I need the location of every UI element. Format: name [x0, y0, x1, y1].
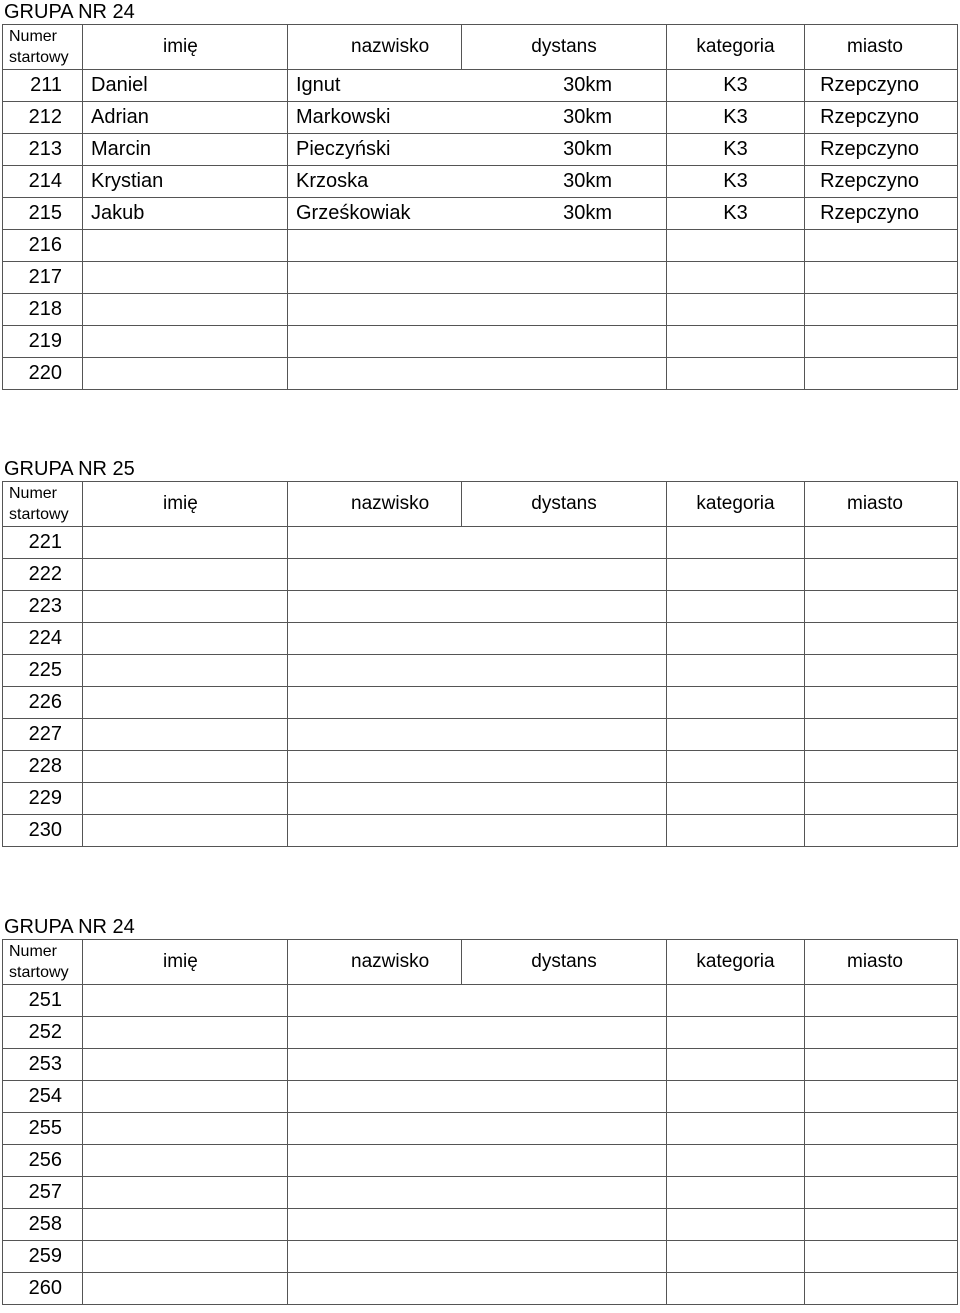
table-row: [3, 1081, 958, 1113]
start-number-cell: 255: [3, 1113, 83, 1145]
city-cell: [805, 1241, 958, 1273]
last-name-cell: Ignut: [288, 70, 462, 102]
city-cell: [805, 559, 958, 591]
table-row: [3, 102, 958, 134]
header-city: miasto: [805, 940, 958, 985]
distance-cell: [462, 1145, 667, 1177]
distance-cell: [462, 815, 667, 847]
city-cell: [805, 751, 958, 783]
category-cell: [667, 985, 805, 1017]
table-row: [3, 326, 958, 358]
table-row: [3, 591, 958, 623]
table-header-row: [3, 940, 958, 985]
table-row: [3, 1145, 958, 1177]
category-cell: [667, 1145, 805, 1177]
first-name-cell: [83, 591, 288, 623]
city-cell: [805, 358, 958, 390]
distance-cell: [462, 655, 667, 687]
category-cell: [667, 262, 805, 294]
start-number-cell: 256: [3, 1145, 83, 1177]
first-name-cell: [83, 751, 288, 783]
category-cell: [667, 1177, 805, 1209]
category-cell: [667, 655, 805, 687]
first-name-cell: [83, 719, 288, 751]
category-cell: [667, 527, 805, 559]
category-cell: K3: [667, 70, 805, 102]
first-name-cell: [83, 1049, 288, 1081]
city-cell: [805, 591, 958, 623]
start-number-cell: 215: [3, 198, 83, 230]
table-row: [3, 783, 958, 815]
distance-cell: [462, 623, 667, 655]
header-distance: dystans: [462, 482, 667, 527]
distance-cell: [462, 1241, 667, 1273]
category-cell: [667, 719, 805, 751]
participants-table: [2, 939, 958, 1305]
header-numer: Numer: [9, 943, 58, 960]
last-name-cell: Krzoska: [288, 166, 462, 198]
table-row: [3, 1273, 958, 1305]
table-row: [3, 751, 958, 783]
header-first-name: imię: [83, 482, 288, 527]
distance-cell: [462, 294, 667, 326]
start-number-cell: 221: [3, 527, 83, 559]
last-name-cell: [288, 751, 462, 783]
start-number-cell: 251: [3, 985, 83, 1017]
category-cell: [667, 687, 805, 719]
participants-table: [2, 481, 958, 847]
city-cell: [805, 1017, 958, 1049]
city-cell: [805, 655, 958, 687]
city-cell: [805, 985, 958, 1017]
first-name-cell: Jakub: [83, 198, 288, 230]
distance-cell: [462, 719, 667, 751]
city-cell: [805, 1273, 958, 1305]
category-cell: [667, 326, 805, 358]
table-row: [3, 1241, 958, 1273]
last-name-cell: Grześkowiak: [288, 198, 462, 230]
last-name-cell: [288, 294, 462, 326]
last-name-cell: [288, 623, 462, 655]
last-name-cell: [288, 1209, 462, 1241]
start-number-cell: 214: [3, 166, 83, 198]
first-name-cell: [83, 1081, 288, 1113]
table-row: [3, 719, 958, 751]
first-name-cell: [83, 230, 288, 262]
start-number-cell: 258: [3, 1209, 83, 1241]
group-title: GRUPA NR 24: [4, 916, 135, 938]
start-number-cell: 220: [3, 358, 83, 390]
distance-cell: [462, 1273, 667, 1305]
first-name-cell: [83, 262, 288, 294]
start-number-cell: 252: [3, 1017, 83, 1049]
table-row: [3, 623, 958, 655]
table-row: [3, 134, 958, 166]
first-name-cell: [83, 1241, 288, 1273]
start-number-cell: 217: [3, 262, 83, 294]
first-name-cell: [83, 783, 288, 815]
start-number-cell: 212: [3, 102, 83, 134]
last-name-cell: [288, 815, 462, 847]
last-name-cell: [288, 1241, 462, 1273]
last-name-cell: Pieczyński: [288, 134, 462, 166]
last-name-cell: [288, 1081, 462, 1113]
category-cell: [667, 358, 805, 390]
category-cell: [667, 1209, 805, 1241]
table-row: [3, 687, 958, 719]
header-distance: dystans: [462, 25, 667, 70]
distance-cell: [462, 985, 667, 1017]
table-row: [3, 230, 958, 262]
distance-cell: 30km: [462, 102, 667, 134]
start-number-cell: 227: [3, 719, 83, 751]
header-start-number: [3, 25, 83, 70]
first-name-cell: [83, 358, 288, 390]
city-cell: [805, 326, 958, 358]
group-title: GRUPA NR 24: [4, 1, 135, 23]
city-cell: [805, 527, 958, 559]
header-category: kategoria: [667, 482, 805, 527]
table-row: [3, 527, 958, 559]
first-name-cell: [83, 623, 288, 655]
city-cell: Rzepczyno: [805, 198, 958, 230]
first-name-cell: [83, 687, 288, 719]
table-row: [3, 294, 958, 326]
start-number-cell: 219: [3, 326, 83, 358]
last-name-cell: [288, 559, 462, 591]
last-name-cell: Markowski: [288, 102, 462, 134]
first-name-cell: [83, 985, 288, 1017]
last-name-cell: [288, 783, 462, 815]
category-cell: K3: [667, 134, 805, 166]
header-category: kategoria: [667, 940, 805, 985]
header-numer: Numer: [9, 485, 58, 502]
distance-cell: [462, 687, 667, 719]
table-header-row: [3, 25, 958, 70]
header-first-name: imię: [83, 25, 288, 70]
header-category: kategoria: [667, 25, 805, 70]
start-number-cell: 213: [3, 134, 83, 166]
city-cell: [805, 783, 958, 815]
category-cell: K3: [667, 102, 805, 134]
distance-cell: [462, 527, 667, 559]
distance-cell: [462, 591, 667, 623]
header-startowy: startowy: [9, 506, 69, 523]
category-cell: [667, 1081, 805, 1113]
distance-cell: [462, 1049, 667, 1081]
category-cell: [667, 1273, 805, 1305]
distance-cell: [462, 1177, 667, 1209]
header-last-name: nazwisko: [288, 482, 462, 527]
city-cell: Rzepczyno: [805, 134, 958, 166]
header-city: miasto: [805, 482, 958, 527]
last-name-cell: [288, 1049, 462, 1081]
first-name-cell: Krystian: [83, 166, 288, 198]
distance-cell: 30km: [462, 198, 667, 230]
category-cell: [667, 751, 805, 783]
distance-cell: 30km: [462, 70, 667, 102]
table-row: [3, 1113, 958, 1145]
city-cell: [805, 1113, 958, 1145]
header-numer: Numer: [9, 28, 58, 45]
city-cell: [805, 1209, 958, 1241]
group-section-1: [0, 0, 960, 390]
city-cell: [805, 1177, 958, 1209]
table-row: [3, 559, 958, 591]
last-name-cell: [288, 985, 462, 1017]
last-name-cell: [288, 262, 462, 294]
city-cell: [805, 1049, 958, 1081]
category-cell: K3: [667, 166, 805, 198]
category-cell: [667, 783, 805, 815]
first-name-cell: Adrian: [83, 102, 288, 134]
category-cell: [667, 591, 805, 623]
header-start-number: [3, 940, 83, 985]
first-name-cell: [83, 1273, 288, 1305]
table-row: [3, 985, 958, 1017]
start-number-cell: 225: [3, 655, 83, 687]
distance-cell: [462, 262, 667, 294]
start-number-cell: 257: [3, 1177, 83, 1209]
last-name-cell: [288, 687, 462, 719]
last-name-cell: [288, 1273, 462, 1305]
distance-cell: [462, 230, 667, 262]
last-name-cell: [288, 591, 462, 623]
header-startowy: startowy: [9, 964, 69, 981]
first-name-cell: [83, 294, 288, 326]
table-row: [3, 358, 958, 390]
table-header-row: [3, 482, 958, 527]
participants-table: [2, 24, 958, 390]
last-name-cell: [288, 1177, 462, 1209]
last-name-cell: [288, 230, 462, 262]
start-number-cell: 253: [3, 1049, 83, 1081]
last-name-cell: [288, 326, 462, 358]
category-cell: [667, 623, 805, 655]
table-row: [3, 166, 958, 198]
first-name-cell: [83, 1113, 288, 1145]
start-number-cell: 259: [3, 1241, 83, 1273]
last-name-cell: [288, 1017, 462, 1049]
category-cell: [667, 815, 805, 847]
first-name-cell: [83, 1209, 288, 1241]
category-cell: [667, 230, 805, 262]
category-cell: [667, 559, 805, 591]
first-name-cell: [83, 655, 288, 687]
first-name-cell: [83, 1177, 288, 1209]
city-cell: Rzepczyno: [805, 70, 958, 102]
first-name-cell: [83, 326, 288, 358]
table-row: [3, 262, 958, 294]
category-cell: [667, 294, 805, 326]
header-first-name: imię: [83, 940, 288, 985]
header-startowy: startowy: [9, 49, 69, 66]
table-row: [3, 1017, 958, 1049]
start-number-cell: 216: [3, 230, 83, 262]
city-cell: [805, 294, 958, 326]
city-cell: [805, 230, 958, 262]
start-number-cell: 218: [3, 294, 83, 326]
group-title: GRUPA NR 25: [4, 458, 135, 480]
city-cell: [805, 1081, 958, 1113]
start-number-cell: 228: [3, 751, 83, 783]
first-name-cell: [83, 527, 288, 559]
first-name-cell: [83, 815, 288, 847]
city-cell: [805, 687, 958, 719]
distance-cell: [462, 783, 667, 815]
group-section-2: [0, 457, 960, 847]
city-cell: Rzepczyno: [805, 166, 958, 198]
table-row: [3, 815, 958, 847]
first-name-cell: Marcin: [83, 134, 288, 166]
distance-cell: [462, 358, 667, 390]
distance-cell: [462, 1017, 667, 1049]
header-city: miasto: [805, 25, 958, 70]
first-name-cell: [83, 1145, 288, 1177]
city-cell: [805, 262, 958, 294]
city-cell: [805, 623, 958, 655]
city-cell: [805, 719, 958, 751]
table-row: [3, 1209, 958, 1241]
last-name-cell: [288, 358, 462, 390]
start-number-cell: 211: [3, 70, 83, 102]
distance-cell: 30km: [462, 166, 667, 198]
distance-cell: [462, 559, 667, 591]
last-name-cell: [288, 527, 462, 559]
last-name-cell: [288, 1145, 462, 1177]
header-start-number: [3, 482, 83, 527]
distance-cell: 30km: [462, 134, 667, 166]
distance-cell: [462, 1209, 667, 1241]
first-name-cell: [83, 559, 288, 591]
last-name-cell: [288, 1113, 462, 1145]
table-row: [3, 70, 958, 102]
first-name-cell: Daniel: [83, 70, 288, 102]
group-section-3: [0, 915, 960, 1305]
last-name-cell: [288, 719, 462, 751]
distance-cell: [462, 1113, 667, 1145]
city-cell: [805, 1145, 958, 1177]
distance-cell: [462, 326, 667, 358]
table-row: [3, 198, 958, 230]
start-number-cell: 224: [3, 623, 83, 655]
header-last-name: nazwisko: [288, 940, 462, 985]
start-number-cell: 226: [3, 687, 83, 719]
start-number-cell: 254: [3, 1081, 83, 1113]
distance-cell: [462, 751, 667, 783]
header-distance: dystans: [462, 940, 667, 985]
city-cell: Rzepczyno: [805, 102, 958, 134]
category-cell: [667, 1241, 805, 1273]
category-cell: [667, 1017, 805, 1049]
last-name-cell: [288, 655, 462, 687]
category-cell: K3: [667, 198, 805, 230]
table-row: [3, 1177, 958, 1209]
first-name-cell: [83, 1017, 288, 1049]
start-number-cell: 229: [3, 783, 83, 815]
city-cell: [805, 815, 958, 847]
start-number-cell: 222: [3, 559, 83, 591]
distance-cell: [462, 1081, 667, 1113]
start-number-cell: 223: [3, 591, 83, 623]
header-last-name: nazwisko: [288, 25, 462, 70]
start-number-cell: 230: [3, 815, 83, 847]
category-cell: [667, 1049, 805, 1081]
table-row: [3, 655, 958, 687]
start-number-cell: 260: [3, 1273, 83, 1305]
table-row: [3, 1049, 958, 1081]
category-cell: [667, 1113, 805, 1145]
